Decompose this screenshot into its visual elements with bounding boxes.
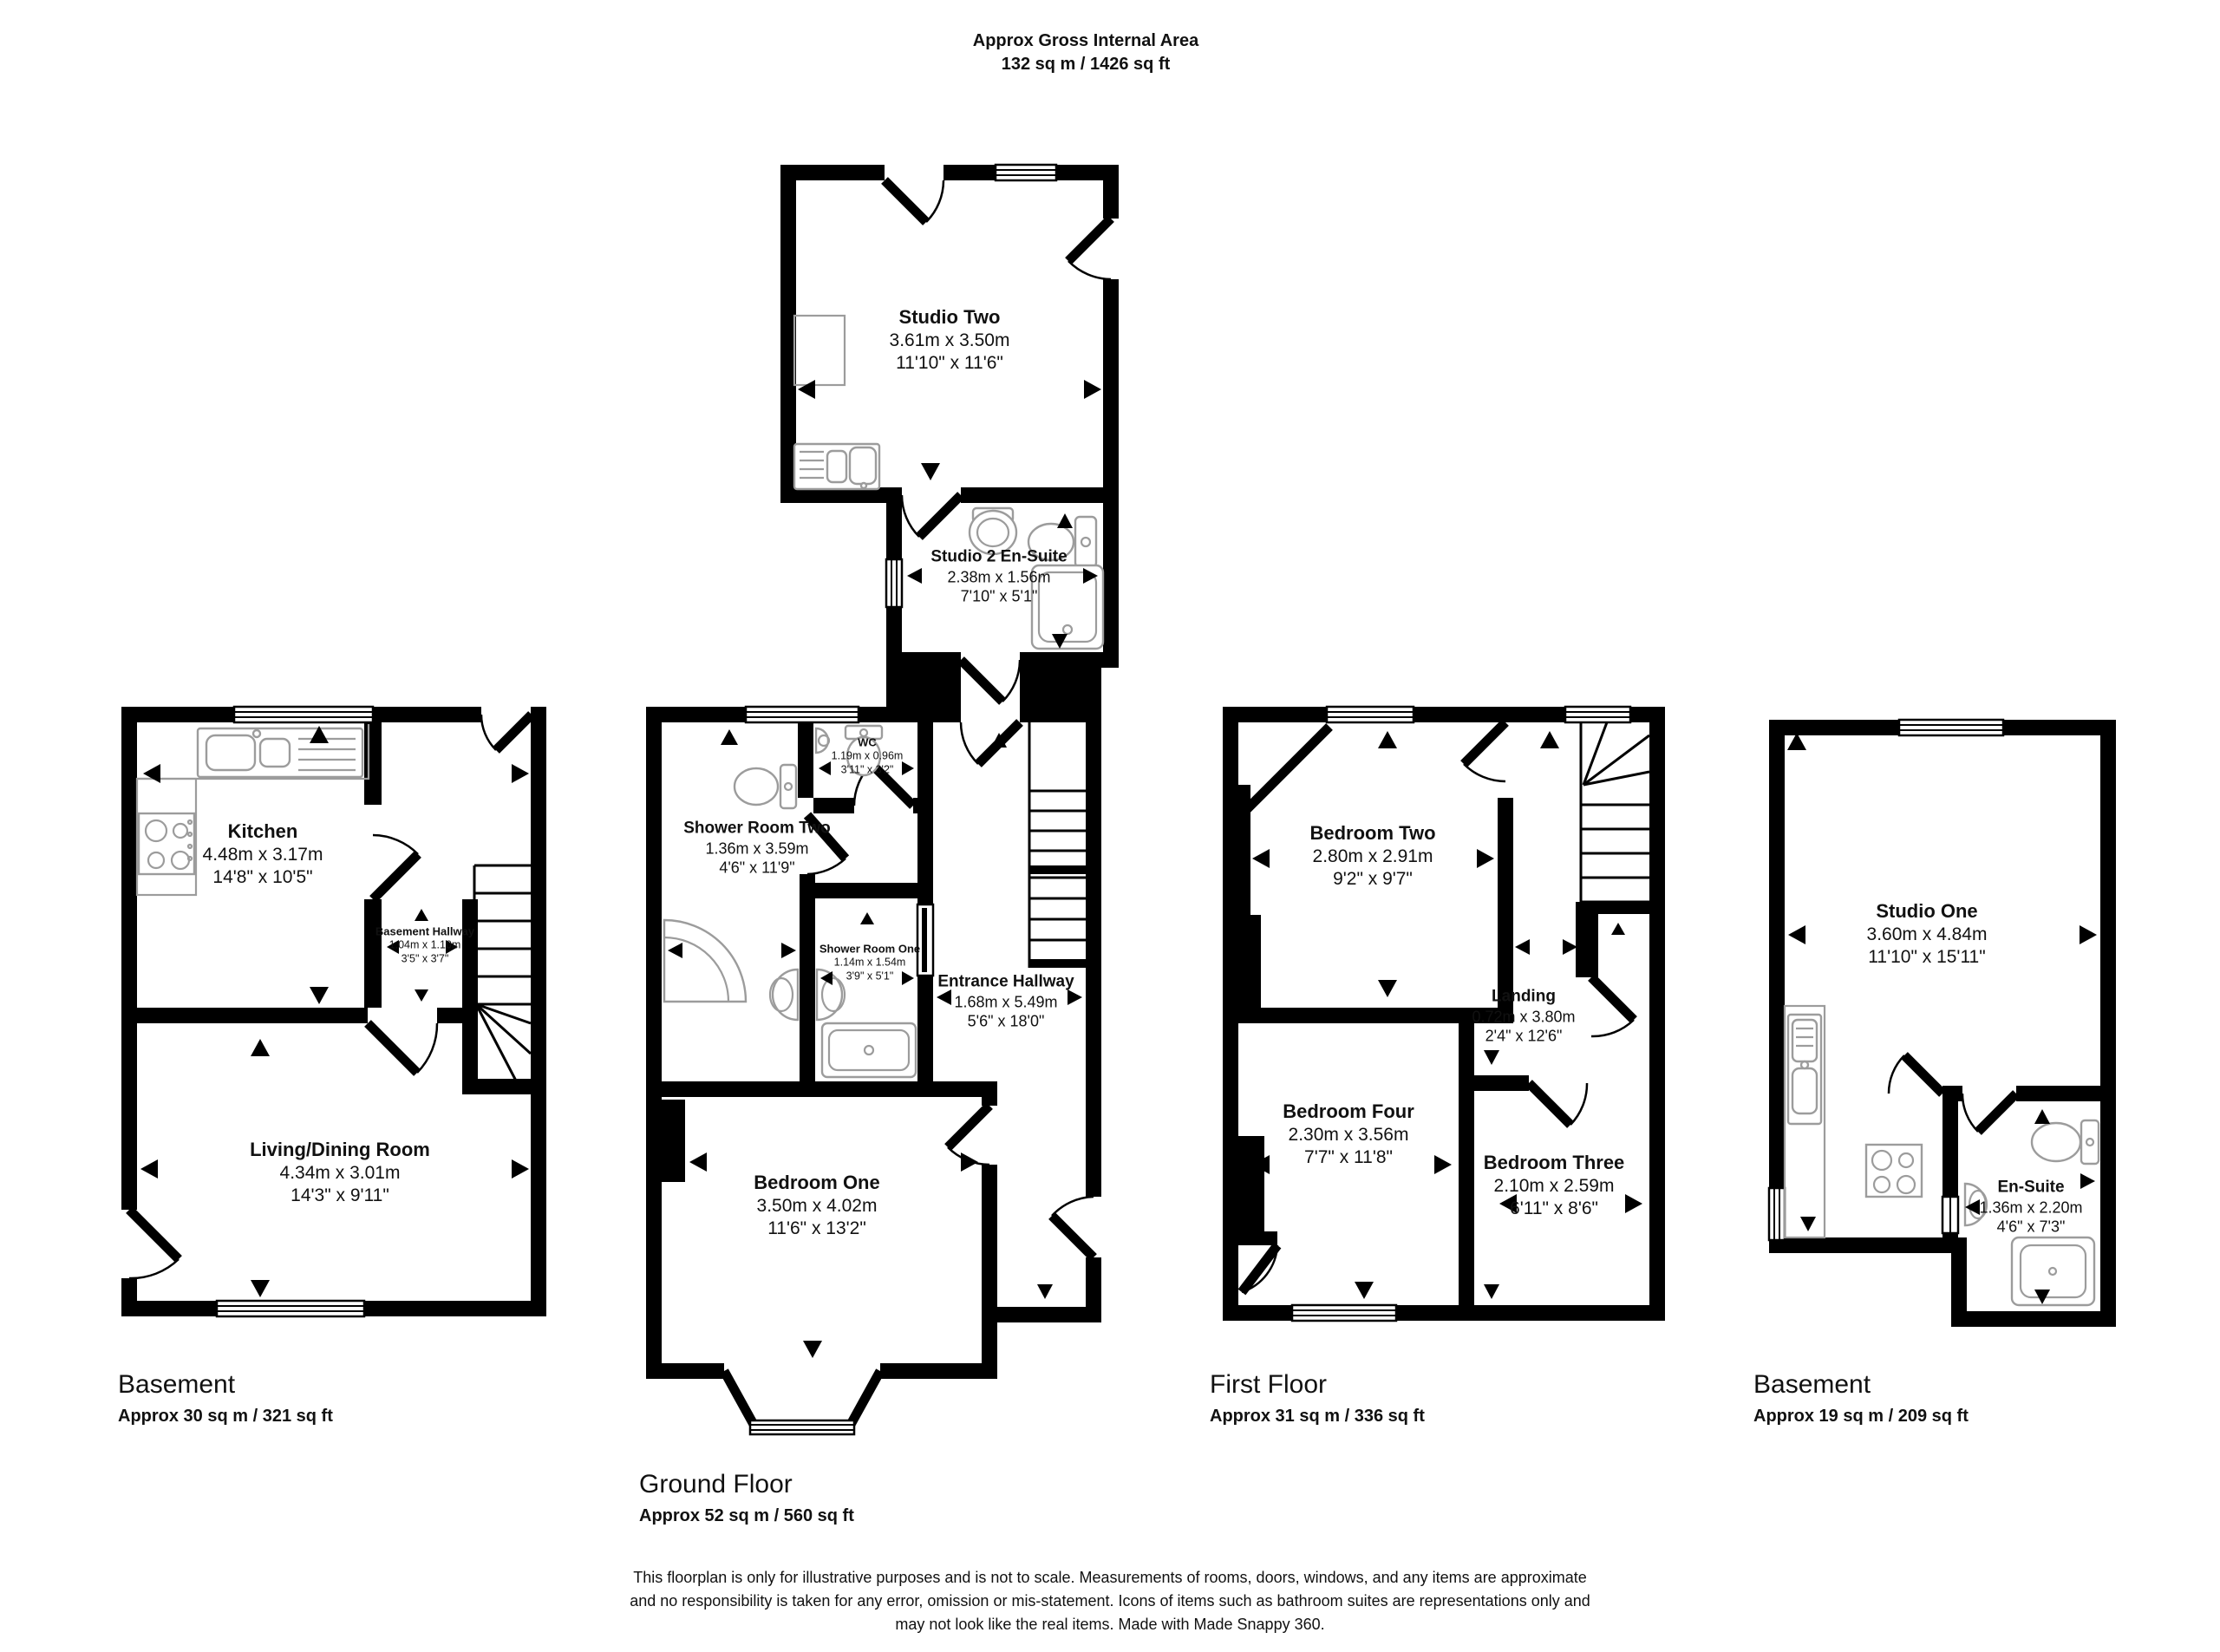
shower-icon [2012,1237,2094,1305]
door [1591,977,1634,1036]
door [373,835,418,899]
shower-icon [822,1023,916,1077]
closet-door [1242,1245,1277,1292]
room-label-shower-room-one: Shower Room One 1.14m x 1.54m 3'9" x 5'1" [819,942,921,983]
floor-label-first: First Floor Approx 31 sq m / 336 sq ft [1210,1370,1425,1426]
disclaimer-line-2: and no responsibility is taken for any error, omission or mis-statement. Icons of items such as bathroom suites are representations only and [630,1592,1590,1610]
door [1962,1094,2016,1132]
room-label-bedroom-three: Bedroom Three 2.10m x 2.59m 6'11" x 8'6" [1483,1152,1625,1218]
page-title [973,29,1198,76]
hob-icon [1866,1145,1922,1197]
door [961,722,1020,764]
staircase [1029,722,1086,968]
door [961,660,1020,702]
floor-label-basement-right: Basement Approx 19 sq m / 209 sq ft [1753,1370,1969,1426]
room-label-shower-room-two: Shower Room Two 1.36m x 3.59m 4'6" x 11'9" [683,819,831,877]
room-label-studio-two: Studio Two 3.61m x 3.50m 11'10" x 11'6" [889,306,1010,373]
window [996,165,1056,180]
front-door [1052,1197,1094,1257]
window [1769,1188,1785,1240]
door [902,495,961,537]
room-label-bedroom-four: Bedroom Four 2.30m x 3.56m 7'7" x 11'8" [1283,1100,1414,1167]
window [1292,1305,1396,1321]
room-label-wc: WC 1.19m x 0.96m 3'11" x 3'2" [831,735,904,776]
kitchen-sink-icon [794,444,879,489]
gross-internal-area-value: 132 sq m / 1426 sq ft [1001,55,1171,74]
room-label-studio-one: Studio One 3.60m x 4.84m 11'10" x 15'11" [1866,900,1988,967]
room-label-entrance-hallway: Entrance Hallway 1.68m x 5.49m 5'6" x 18'0" [937,972,1074,1030]
door [1889,1055,1942,1094]
disclaimer-line-1: This floorplan is only for illustrative purposes and is not to scale. Measurements of rooms, doors, windows, and any items are approximate [633,1569,1587,1586]
plan-basement-left [121,707,546,1316]
door [885,180,944,222]
closet-door [1238,727,1329,810]
room-label-living-dining: Living/Dining Room 4.34m x 3.01m 14'3" x 9'11" [250,1139,430,1205]
bay-window [724,1371,880,1434]
staircase [474,865,531,1086]
room-label-basement-hallway: Basement Hallway 1.04m x 1.10m 3'5" x 3'7" [375,924,475,965]
room-label-landing: Landing 0.72m x 3.80m 2'4" x 12'6" [1472,987,1576,1045]
window [886,559,902,607]
plan-first [1223,707,1665,1321]
door [948,1106,989,1165]
window [1899,720,2003,735]
door [1529,1083,1587,1125]
door [481,715,532,750]
hob-icon [139,813,194,874]
room-label-kitchen: Kitchen 4.48m x 3.17m 14'8" x 10'5" [202,820,323,887]
corner-shower-icon [664,920,746,1002]
disclaimer [630,1566,1590,1636]
window [234,707,373,722]
door [1464,722,1505,781]
kitchenette [1785,1006,1825,1237]
floor-label-basement-left: Basement Approx 30 sq m / 321 sq ft [118,1370,333,1426]
furniture [794,316,845,385]
sink-icon [816,728,829,753]
window [1942,1197,1958,1233]
room-label-studio-two-ensuite: Studio 2 En-Suite 2.38m x 1.56m 7'10" x 5'1" [930,547,1068,605]
staircase [1581,722,1649,914]
window [1327,707,1414,722]
window [217,1301,364,1316]
sink-icon [770,970,798,1020]
toilet-icon [735,765,796,808]
door [1068,219,1111,279]
window [1565,707,1630,722]
kitchen-sink-icon [198,728,362,777]
floor-label-ground: Ground Floor Approx 52 sq m / 560 sq ft [639,1470,854,1525]
room-label-bedroom-two: Bedroom Two 2.80m x 2.91m 9'2" x 9'7" [1309,822,1436,889]
toilet-icon [2032,1120,2099,1164]
room-label-bedroom-one: Bedroom One 3.50m x 4.02m 11'6" x 13'2" [754,1172,880,1238]
gross-internal-area-title: Approx Gross Internal Area [972,31,1199,50]
disclaimer-line-3: may not look like the real items. Made with Made Snappy 360. [895,1616,1325,1633]
plan-ground [646,668,1101,1434]
room-label-ensuite: En-Suite 1.36m x 2.20m 4'6" x 7'3" [1979,1178,2083,1236]
plan-studio-two [780,165,1119,707]
door [129,1210,179,1278]
door [368,1023,437,1073]
walls [1223,707,1665,1321]
window [746,707,859,722]
